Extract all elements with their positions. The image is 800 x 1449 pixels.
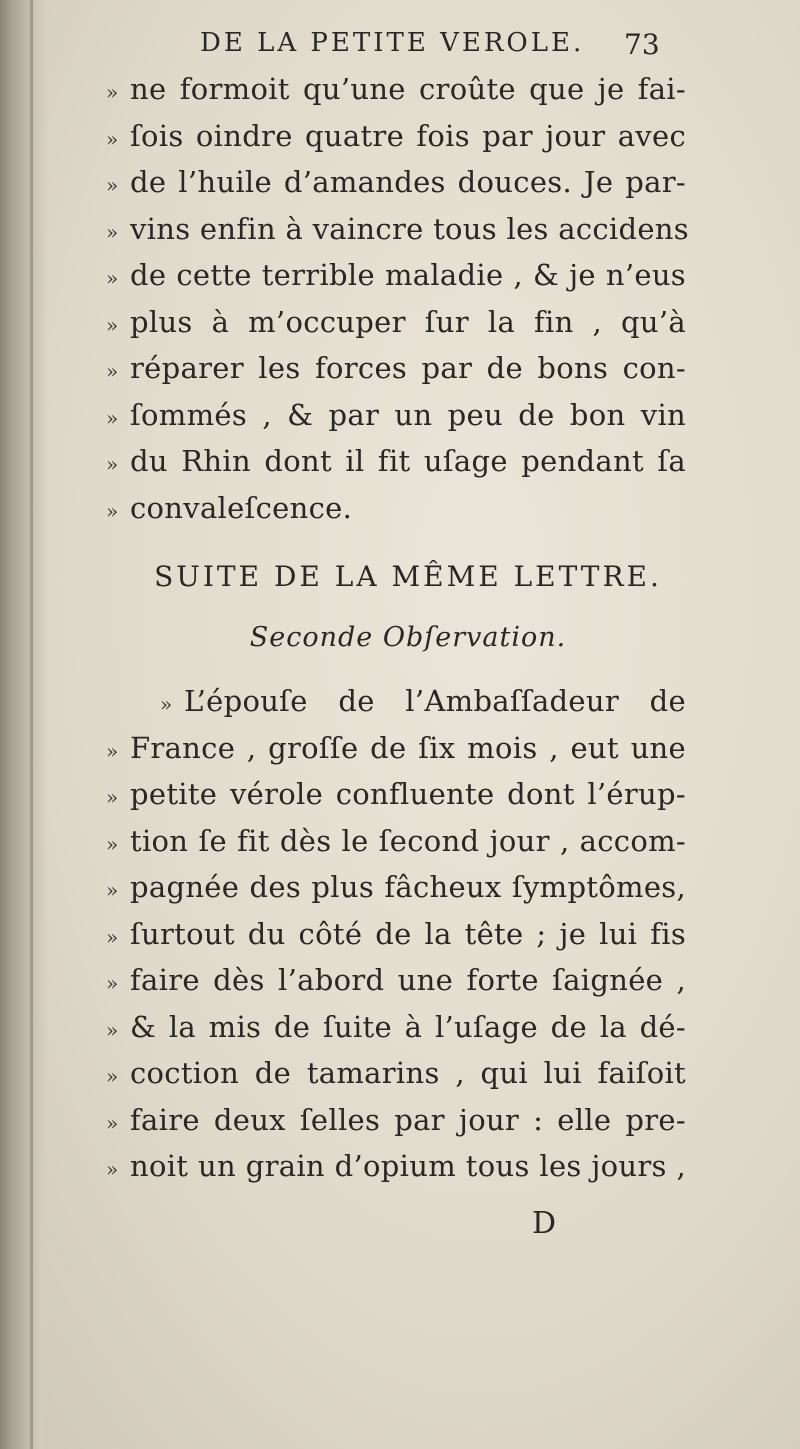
- text-line: [106, 305, 686, 352]
- quotation-mark: »: [106, 498, 119, 523]
- text-line: [106, 258, 686, 305]
- line-text: de cette terrible maladie , & je n’eus: [130, 258, 686, 292]
- running-head: DE LA PETITE VEROLE.: [200, 28, 585, 58]
- page-number: 73: [624, 28, 660, 61]
- section-subtitle: Seconde Obſervation.: [249, 622, 567, 653]
- text-line: [106, 684, 686, 731]
- text-line: [106, 917, 686, 964]
- text-line: [106, 731, 686, 778]
- text-line: [106, 444, 686, 491]
- signature-mark: D: [532, 1206, 557, 1241]
- page-header: [0, 28, 800, 68]
- text-line: [106, 165, 686, 212]
- quotation-mark: »: [106, 1064, 119, 1088]
- text-line: [106, 1010, 686, 1057]
- quotation-mark: »: [106, 924, 119, 949]
- binding-shadow: [30, 0, 33, 1449]
- paragraph-1: [106, 72, 689, 537]
- line-text: France , groſſe de ſix mois , eut une: [130, 730, 686, 765]
- line-text: plus à m’occuper ſur la fin , qu’à: [130, 304, 686, 339]
- quotation-mark: »: [106, 831, 119, 856]
- quotation-mark: »: [106, 405, 119, 430]
- quotation-mark: »: [106, 312, 119, 337]
- quotation-mark: »: [106, 1110, 119, 1135]
- line-text: ſurtout du côté de la tête ; je lui fis: [130, 916, 686, 951]
- text-line: [106, 351, 686, 398]
- text-line: [106, 777, 686, 824]
- line-text: & la mis de ſuite à l’uſage de la dé-: [130, 1009, 686, 1044]
- quotation-mark: »: [106, 1017, 119, 1042]
- text-line: [106, 870, 686, 917]
- quotation-mark: »: [106, 80, 119, 104]
- quotation-mark: »: [106, 266, 119, 290]
- text-line: [106, 491, 686, 538]
- line-text: tion ſe fit dès le ſecond jour , accom-: [130, 823, 686, 858]
- book-binding: [0, 0, 48, 1449]
- section-title: SUITE DE LA MÊME LETTRE.: [154, 560, 662, 593]
- line-text: vins enfin à vaincre tous les accidens: [130, 211, 689, 246]
- quotation-mark: »: [106, 452, 119, 476]
- line-text: L’épouſe de l’Ambaſſadeur de: [184, 684, 686, 718]
- line-text: petite vérole confluente dont l’érup-: [130, 777, 686, 811]
- line-text: coction de tamarins , qui lui faiſoit: [130, 1056, 686, 1090]
- line-text: ſommés , & par un peu de bon vin: [130, 397, 686, 432]
- line-text: faire deux ſelles par jour : elle pre-: [130, 1102, 686, 1137]
- quotation-mark: »: [106, 971, 119, 995]
- quotation-mark: »: [106, 738, 119, 763]
- quotation-mark: »: [106, 126, 119, 151]
- quotation-mark: »: [106, 1157, 119, 1181]
- text-line: [106, 1103, 686, 1150]
- text-line: [106, 211, 689, 259]
- line-text: ſois oindre quatre fois par jour avec: [130, 118, 686, 153]
- line-text: faire dès l’abord une forte ſaignée ,: [130, 963, 686, 997]
- text-line: [106, 119, 686, 166]
- quotation-mark: »: [106, 878, 119, 902]
- text-line: [106, 398, 686, 445]
- paragraph-2: [106, 684, 686, 1196]
- text-line: [106, 1149, 686, 1196]
- text-line: [106, 824, 686, 871]
- text-line: [106, 963, 686, 1010]
- quotation-mark: »: [106, 219, 119, 244]
- line-text: pagnée des plus fâcheux ſymptômes,: [130, 870, 686, 904]
- line-text: ne formoit qu’une croûte que je fai-: [130, 72, 686, 106]
- line-text: du Rhin dont il fit uſage pendant ſa: [130, 444, 686, 478]
- line-text: convaleſcence.: [130, 490, 353, 525]
- text-line: [106, 72, 686, 119]
- quotation-mark: »: [106, 173, 119, 197]
- line-text: de l’huile d’amandes douces. Je par-: [130, 165, 686, 199]
- quotation-mark: »: [106, 785, 119, 809]
- quotation-mark: »: [160, 692, 173, 716]
- quotation-mark: »: [106, 359, 119, 383]
- line-text: réparer les forces par de bons con-: [130, 351, 686, 385]
- line-text: noit un grain d’opium tous les jours ,: [130, 1149, 686, 1183]
- text-line: [106, 1056, 686, 1103]
